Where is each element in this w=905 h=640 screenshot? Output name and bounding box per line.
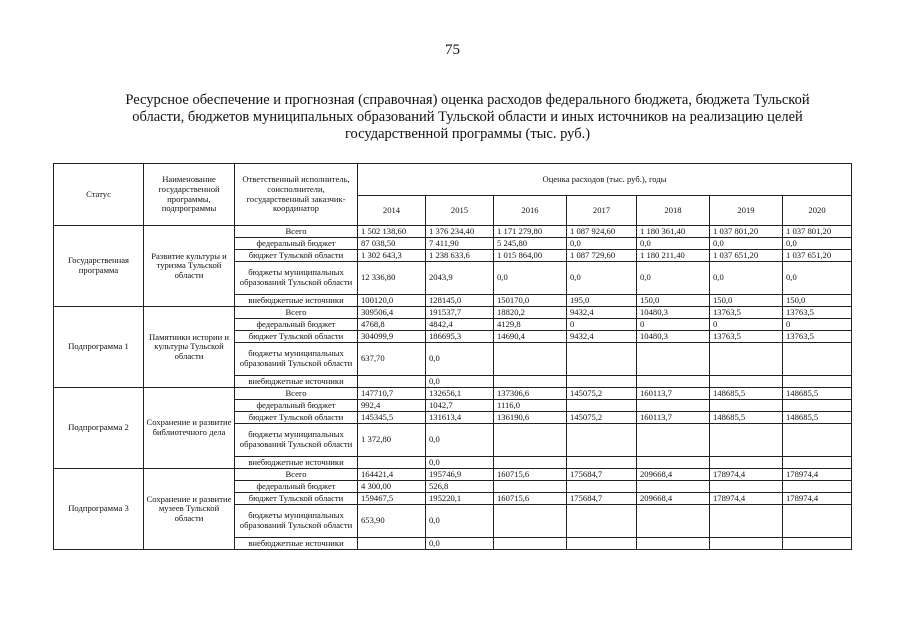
value-cell [637,538,710,550]
value-cell: 0,0 [710,262,783,295]
resource-table [53,163,852,550]
value-cell: 178974,4 [783,469,852,481]
value-cell [783,457,852,469]
funding-source-label: федеральный бюджет [235,481,358,493]
value-cell: 0,0 [783,262,852,295]
funding-source-label: Всего [235,307,358,319]
value-cell: 12 336,80 [358,262,426,295]
value-cell: 309506,4 [358,307,426,319]
header-year: 2015 [426,196,494,226]
header-year: 2018 [637,196,710,226]
value-cell: 0,0 [426,538,494,550]
document-heading: Ресурсное обеспечение и прогнозная (справочная) оценка расходов федерального бюджета, бюджета Тульской области, бюджетов муниципальных образований Тульской области и иных источников на реализацию целей государственной программы (тыс. руб.) [125,92,810,142]
value-cell: 9432,4 [567,307,637,319]
funding-source-label: бюджет Тульской области [235,412,358,424]
value-cell: 136190,6 [494,412,567,424]
value-cell: 145075,2 [567,412,637,424]
value-cell: 0,0 [426,376,494,388]
value-cell: 14690,4 [494,331,567,343]
value-cell [567,376,637,388]
value-cell: 100120,0 [358,295,426,307]
funding-source-label: внебюджетные источники [235,457,358,469]
value-cell: 178974,4 [710,493,783,505]
funding-source-label: Всего [235,469,358,481]
value-cell: 175684,7 [567,493,637,505]
value-cell: 178974,4 [710,469,783,481]
value-cell [494,424,567,457]
value-cell: 13763,5 [710,307,783,319]
value-cell: 195220,1 [426,493,494,505]
funding-source-label: федеральный бюджет [235,238,358,250]
value-cell: 128145,0 [426,295,494,307]
value-cell: 160113,7 [637,412,710,424]
header-name: Наименование государственной программы, подпрограммы [144,164,235,226]
value-cell: 186695,3 [426,331,494,343]
value-cell [710,343,783,376]
value-cell [567,505,637,538]
funding-source-label: Всего [235,226,358,238]
value-cell: 148685,5 [710,388,783,400]
value-cell [637,457,710,469]
header-status: Статус [54,164,144,226]
value-cell: 0,0 [494,262,567,295]
funding-source-label: федеральный бюджет [235,400,358,412]
value-cell: 13763,5 [783,331,852,343]
value-cell [358,376,426,388]
header-year: 2020 [783,196,852,226]
value-cell: 1 087 924,60 [567,226,637,238]
funding-source-label: Всего [235,388,358,400]
funding-source-label: бюджеты муниципальных образований Тульской области [235,343,358,376]
value-cell [783,505,852,538]
value-cell [783,376,852,388]
value-cell: 10480,3 [637,331,710,343]
value-cell: 1116,0 [494,400,567,412]
value-cell: 0,0 [426,424,494,457]
value-cell: 0,0 [426,343,494,376]
value-cell: 992,4 [358,400,426,412]
value-cell [637,424,710,457]
value-cell [783,343,852,376]
value-cell: 0 [710,319,783,331]
value-cell: 9432,4 [567,331,637,343]
value-cell: 159467,5 [358,493,426,505]
value-cell [637,481,710,493]
funding-source-label: бюджет Тульской области [235,493,358,505]
row-status: Подпрограмма 1 [54,307,144,388]
value-cell: 87 038,50 [358,238,426,250]
header-estimate: Оценка расходов (тыс. руб.), годы [358,164,852,196]
funding-source-label: бюджеты муниципальных образований Тульской области [235,424,358,457]
value-cell [783,424,852,457]
value-cell: 1 180 361,40 [637,226,710,238]
value-cell: 13763,5 [710,331,783,343]
value-cell: 0,0 [426,457,494,469]
value-cell: 178974,4 [783,493,852,505]
value-cell: 18820,2 [494,307,567,319]
value-cell [494,538,567,550]
row-status: Подпрограмма 3 [54,469,144,550]
value-cell [637,400,710,412]
value-cell: 0,0 [567,262,637,295]
value-cell: 4768,8 [358,319,426,331]
value-cell: 160715,6 [494,469,567,481]
row-program-name: Сохранение и развитие библиотечного дела [144,388,235,469]
header-year: 2019 [710,196,783,226]
value-cell [358,538,426,550]
value-cell: 526,8 [426,481,494,493]
value-cell: 0,0 [637,262,710,295]
header-year: 2016 [494,196,567,226]
value-cell: 304099,9 [358,331,426,343]
value-cell [637,343,710,376]
value-cell: 132656,1 [426,388,494,400]
row-program-name: Развитие культуры и туризма Тульской области [144,226,235,307]
value-cell: 150,0 [783,295,852,307]
value-cell: 1042,7 [426,400,494,412]
value-cell: 0 [567,319,637,331]
value-cell: 1 180 211,40 [637,250,710,262]
value-cell [710,424,783,457]
value-cell [494,376,567,388]
value-cell [710,481,783,493]
value-cell: 1 302 643,3 [358,250,426,262]
funding-source-label: внебюджетные источники [235,295,358,307]
value-cell: 1 037 801,20 [783,226,852,238]
value-cell: 131613,4 [426,412,494,424]
value-cell: 148685,5 [783,388,852,400]
table-row [54,388,852,400]
value-cell: 195746,9 [426,469,494,481]
value-cell: 0 [783,319,852,331]
value-cell [494,457,567,469]
value-cell: 0,0 [637,238,710,250]
value-cell: 1 372,80 [358,424,426,457]
value-cell: 150,0 [637,295,710,307]
table-row [54,307,852,319]
value-cell [494,343,567,376]
row-status: Государственная программа [54,226,144,307]
table-body [54,226,852,550]
page-number: 75 [445,42,460,58]
value-cell: 4129,8 [494,319,567,331]
value-cell: 4842,4 [426,319,494,331]
value-cell: 0,0 [567,238,637,250]
value-cell [358,457,426,469]
value-cell: 1 015 864,00 [494,250,567,262]
value-cell: 5 245,80 [494,238,567,250]
value-cell [494,481,567,493]
value-cell [567,343,637,376]
value-cell: 1 087 729,60 [567,250,637,262]
value-cell: 148685,5 [783,412,852,424]
funding-source-label: бюджет Тульской области [235,331,358,343]
header-executor: Ответственный исполнитель, соисполнители, государственный заказчик-координатор [235,164,358,226]
value-cell [567,400,637,412]
value-cell: 150,0 [710,295,783,307]
table-row [54,469,852,481]
value-cell: 160715,6 [494,493,567,505]
value-cell: 13763,5 [783,307,852,319]
value-cell [783,400,852,412]
value-cell [783,481,852,493]
value-cell: 10480,3 [637,307,710,319]
funding-source-label: внебюджетные источники [235,538,358,550]
table-header-row [54,164,852,196]
value-cell [567,424,637,457]
value-cell [567,481,637,493]
value-cell: 160113,7 [637,388,710,400]
value-cell: 148685,5 [710,412,783,424]
value-cell: 653,90 [358,505,426,538]
value-cell: 147710,7 [358,388,426,400]
value-cell: 1 037 651,20 [783,250,852,262]
table-row [54,226,852,238]
value-cell: 1 037 651,20 [710,250,783,262]
value-cell: 145345,5 [358,412,426,424]
funding-source-label: бюджет Тульской области [235,250,358,262]
value-cell: 191537,7 [426,307,494,319]
value-cell: 1 376 234,40 [426,226,494,238]
funding-source-label: бюджеты муниципальных образований Тульской области [235,505,358,538]
row-status: Подпрограмма 2 [54,388,144,469]
value-cell: 137306,6 [494,388,567,400]
value-cell: 4 300,00 [358,481,426,493]
value-cell: 195,0 [567,295,637,307]
value-cell [710,376,783,388]
value-cell: 1 502 138,60 [358,226,426,238]
value-cell [637,505,710,538]
value-cell: 1 037 801,20 [710,226,783,238]
value-cell [710,457,783,469]
value-cell [567,538,637,550]
value-cell: 145075,2 [567,388,637,400]
value-cell: 2043,9 [426,262,494,295]
value-cell [494,505,567,538]
funding-source-label: бюджеты муниципальных образований Тульской области [235,262,358,295]
value-cell: 0 [637,319,710,331]
value-cell: 7 411,90 [426,238,494,250]
value-cell: 209668,4 [637,469,710,481]
value-cell: 0,0 [710,238,783,250]
value-cell: 175684,7 [567,469,637,481]
value-cell [637,376,710,388]
value-cell: 0,0 [783,238,852,250]
header-year: 2014 [358,196,426,226]
value-cell [710,505,783,538]
value-cell: 637,70 [358,343,426,376]
value-cell: 1 171 279,80 [494,226,567,238]
header-year: 2017 [567,196,637,226]
funding-source-label: внебюджетные источники [235,376,358,388]
value-cell [710,538,783,550]
value-cell [567,457,637,469]
row-program-name: Памятники истории и культуры Тульской области [144,307,235,388]
funding-source-label: федеральный бюджет [235,319,358,331]
value-cell: 209668,4 [637,493,710,505]
value-cell [783,538,852,550]
value-cell: 0,0 [426,505,494,538]
value-cell: 1 238 633,6 [426,250,494,262]
row-program-name: Сохранение и развитие музеев Тульской области [144,469,235,550]
value-cell: 164421,4 [358,469,426,481]
value-cell: 150170,0 [494,295,567,307]
value-cell [710,400,783,412]
